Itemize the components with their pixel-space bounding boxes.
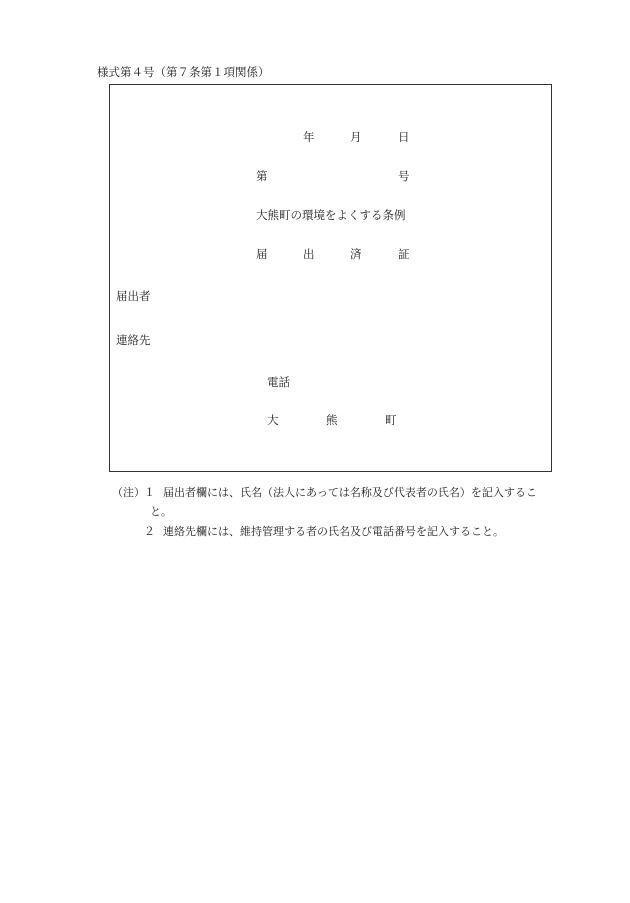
certificate-title-char: 済: [350, 247, 362, 261]
number-prefix: 第: [256, 169, 268, 183]
notes-prefix: （注）: [112, 486, 145, 499]
certificate-title-char: 出: [303, 247, 315, 261]
date-month: 月: [350, 130, 362, 144]
number-suffix: 号: [398, 169, 410, 183]
certificate-title-char: 証: [398, 247, 410, 261]
certificate-form-box: [109, 84, 552, 472]
contact-label: 連絡先: [116, 333, 151, 347]
date-year: 年: [303, 130, 315, 144]
certificate-title-char: 届: [256, 247, 268, 261]
note-number: ２: [144, 525, 155, 538]
ordinance-title: 大熊町の環境をよくする条例: [256, 208, 406, 222]
issuer-char: 熊: [326, 413, 338, 427]
note-text-continued: と。: [150, 505, 172, 518]
note-text: 届出者欄には、氏名（法人にあっては名称及び代表者の氏名）を記入するこ: [163, 486, 537, 499]
note-text: 連絡先欄には、維持管理する者の氏名及び電話番号を記入すること。: [163, 525, 504, 538]
form-number-label: 様式第４号（第７条第１項関係）: [97, 65, 270, 79]
issuer-char: 大: [267, 413, 279, 427]
notifier-label: 届出者: [116, 289, 151, 303]
note-number: １: [144, 486, 155, 499]
date-day: 日: [398, 130, 410, 144]
issuer-char: 町: [385, 413, 397, 427]
phone-label: 電話: [267, 375, 290, 389]
